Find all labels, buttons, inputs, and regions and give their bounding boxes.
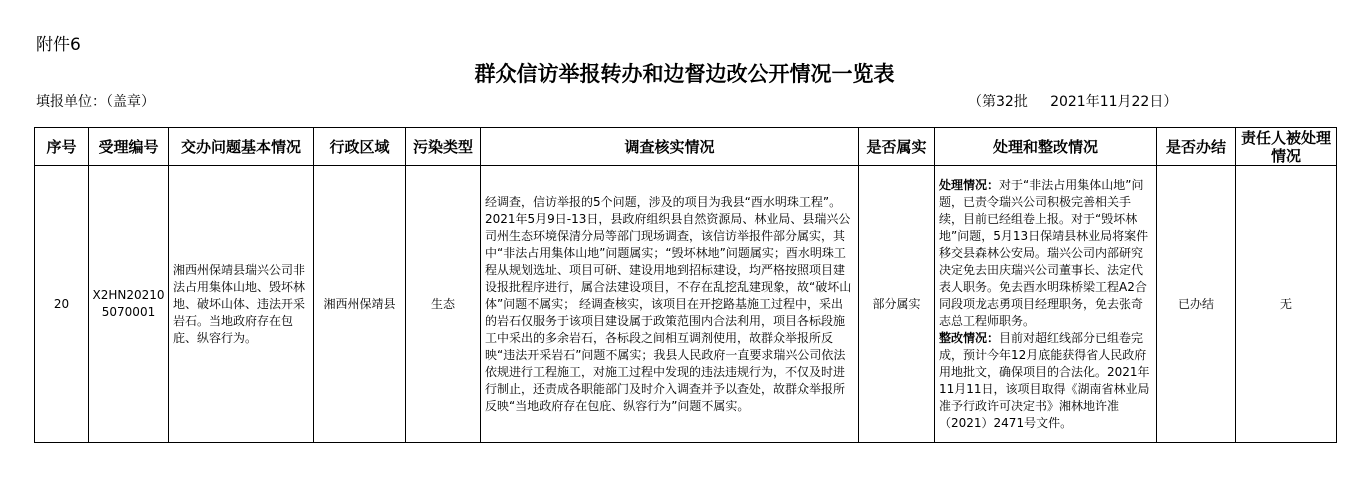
attachment-label: 附件6 xyxy=(36,35,81,55)
header-issue: 交办问题基本情况 xyxy=(169,128,314,166)
cell-handling xyxy=(935,166,1157,443)
cell-closed: 已办结 xyxy=(1157,166,1236,443)
header-code: 受理编号 xyxy=(89,128,169,166)
rectify-text: 目前对超红线部分已组卷完成，预计今年12月底能获得省人民政府用地批文，确保项目的合法化。2021年11月11日，该项目取得《湖南省林业局准予行政许可决定书》湘林地许准（2021）2471号文件。 xyxy=(939,330,1150,430)
header-closed: 是否办结 xyxy=(1157,128,1236,166)
cell-investigation: 经调查，信访举报的5个问题，涉及的项目为我县“酉水明珠工程”。2021年5月9日-13日，县政府组织县自然资源局、林业局、县瑞兴公司州生态环境保清分局等部门现场调查，该信访举报件部分属实，其中“非法占用集体山地”问题属实；“毁坏林地”问题属实；酉水明珠工程从规划选址、项目可研、建设用地到招标建设，均严格按照项目建设报批程序进行，属合法建设项目，不存在乱挖乱建现象，故“破坏山体”问题不属实； 经调查核实，该项目在开挖路基施工过程中，采出的岩石仅服务于该项目建设属于政策范围内合法利用，项目各标段施工中采出的多余岩石，各标段之间相互调剂使用，故群众举报所反映“违法开采岩石”问题不属实；我县人民政府一直要求瑞兴公司依法依规进行工程施工，对施工过程中发现的违法违规行为，不仅及时进行制止，还责成各职能部门及时介入调查并予以查处，故群众举报所反映“当地政府存在包庇、纵容行为”问题不属实。 xyxy=(481,166,859,443)
header-verified: 是否属实 xyxy=(859,128,935,166)
petition-table xyxy=(34,127,1337,443)
cell-issue: 湘西州保靖县瑞兴公司非法占用集体山地、毁坏林地、破坏山体、违法开采岩石。当地政府存在包庇、纵容行为。 xyxy=(169,166,314,443)
header-responsible: 责任人被处理情况 xyxy=(1236,128,1337,166)
header-handling: 处理和整改情况 xyxy=(935,128,1157,166)
cell-verified: 部分属实 xyxy=(859,166,935,443)
rectify-label: 整改情况： xyxy=(939,330,1000,345)
cell-pollution: 生态 xyxy=(406,166,481,443)
fill-unit-label: 填报单位：（盖章） xyxy=(36,94,155,110)
table-row xyxy=(35,166,1337,443)
page-title: 群众信访举报转办和边督边改公开情况一览表 xyxy=(474,62,895,86)
header-seq: 序号 xyxy=(35,128,89,166)
header-pollution: 污染类型 xyxy=(406,128,481,166)
batch-date-label: （第32批 2021年11月22日） xyxy=(968,94,1178,110)
cell-seq: 20 xyxy=(35,166,89,443)
handling-text: 对于“非法占用集体山地”问题，已责令瑞兴公司积极完善相关手续，目前已经组卷上报。对于“毁坏林地”问题，5月13日保靖县林业局将案件移交县森林公安局。瑞兴公司内部研究决定免去田庆瑞兴公司董事长、法定代表人职务。免去酉水明珠桥梁工程A2合同段项龙志勇项目经理职务，免去张奇志总工程师职务。 xyxy=(939,177,1149,328)
table-header-row xyxy=(35,128,1337,166)
header-region: 行政区域 xyxy=(314,128,406,166)
cell-code: X2HN202105070001 xyxy=(89,166,169,443)
header-investigation: 调查核实情况 xyxy=(481,128,859,166)
handling-label: 处理情况： xyxy=(939,177,1000,192)
cell-region: 湘西州保靖县 xyxy=(314,166,406,443)
cell-responsible: 无 xyxy=(1236,166,1337,443)
